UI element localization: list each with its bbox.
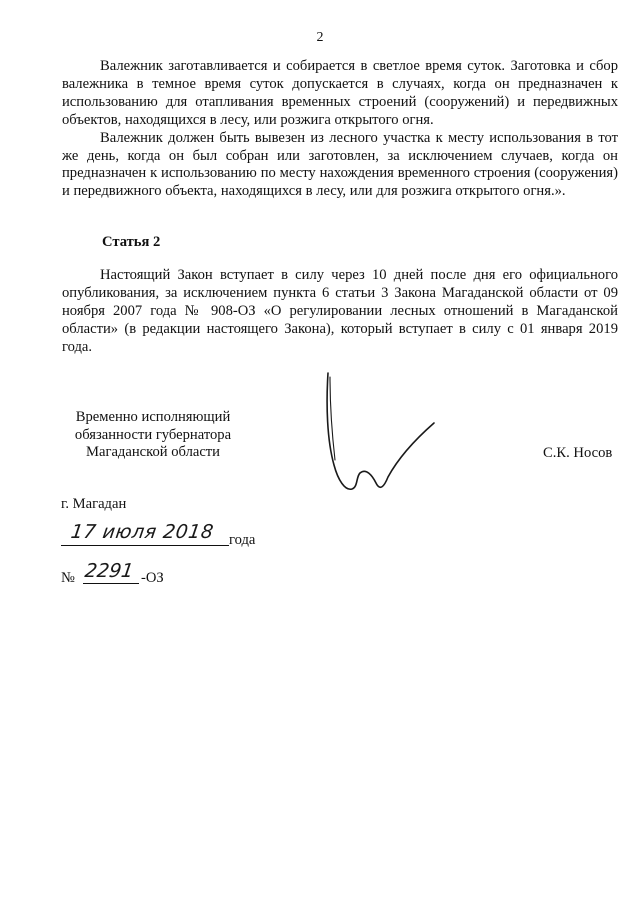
signer-title-line: обязанности губернатора [74, 426, 232, 443]
signing-date [61, 521, 281, 551]
handwritten-date: 17 июля 2018 [69, 521, 216, 543]
signer-name: С.К. Носов [543, 445, 613, 461]
paragraph: Валежник должен быть вывезен из лесного участка к месту использования в тот же день, когда он был собран или заготовлен, за исключением случаев, когда он предназначен к использованию по месту нахождения временного строения (сооружения) и передвижного объекта, находящихся в лесу, или для розжига открытого огня.». [62, 129, 618, 200]
signer-title-line: Временно исполняющий [75, 409, 231, 425]
paragraph: Настоящий Закон вступает в силу через 10 дней после дня его официального опубликования, за исключением пункта 6 статьи 3 Закона Магаданской области от 09 ноября 2007 года № 908-ОЗ «О регулировании лесных отношений в Магаданской области» (в редакции настоящего Закона), который вступает в силу с 01 января 2019 года. [62, 267, 618, 355]
date-suffix: года [229, 532, 256, 548]
article1-continuation [62, 58, 618, 201]
signer-title [58, 409, 248, 462]
page-number: 2 [316, 30, 324, 45]
handwritten-number: 2291 [83, 560, 135, 582]
date-underline [61, 545, 229, 546]
handwritten-signature [300, 365, 450, 500]
law-number [61, 560, 261, 595]
paragraph: Валежник заготавливается и собирается в светлое время суток. Заготовка и сбор валежника в темное время суток допускается в случаях, когда он предназначен к использованию для отапливания временных строений (сооружений) и передвижных объектов, находящихся в лесу, или розжига открытого огня. [62, 58, 618, 128]
number-suffix: -ОЗ [141, 570, 164, 586]
article2-body [62, 267, 618, 357]
signer-title-line: Магаданской области [86, 444, 220, 461]
number-underline [83, 583, 139, 584]
city: г. Магадан [61, 496, 127, 512]
number-sign: № [61, 570, 75, 586]
article2-heading: Статья 2 [102, 234, 161, 250]
